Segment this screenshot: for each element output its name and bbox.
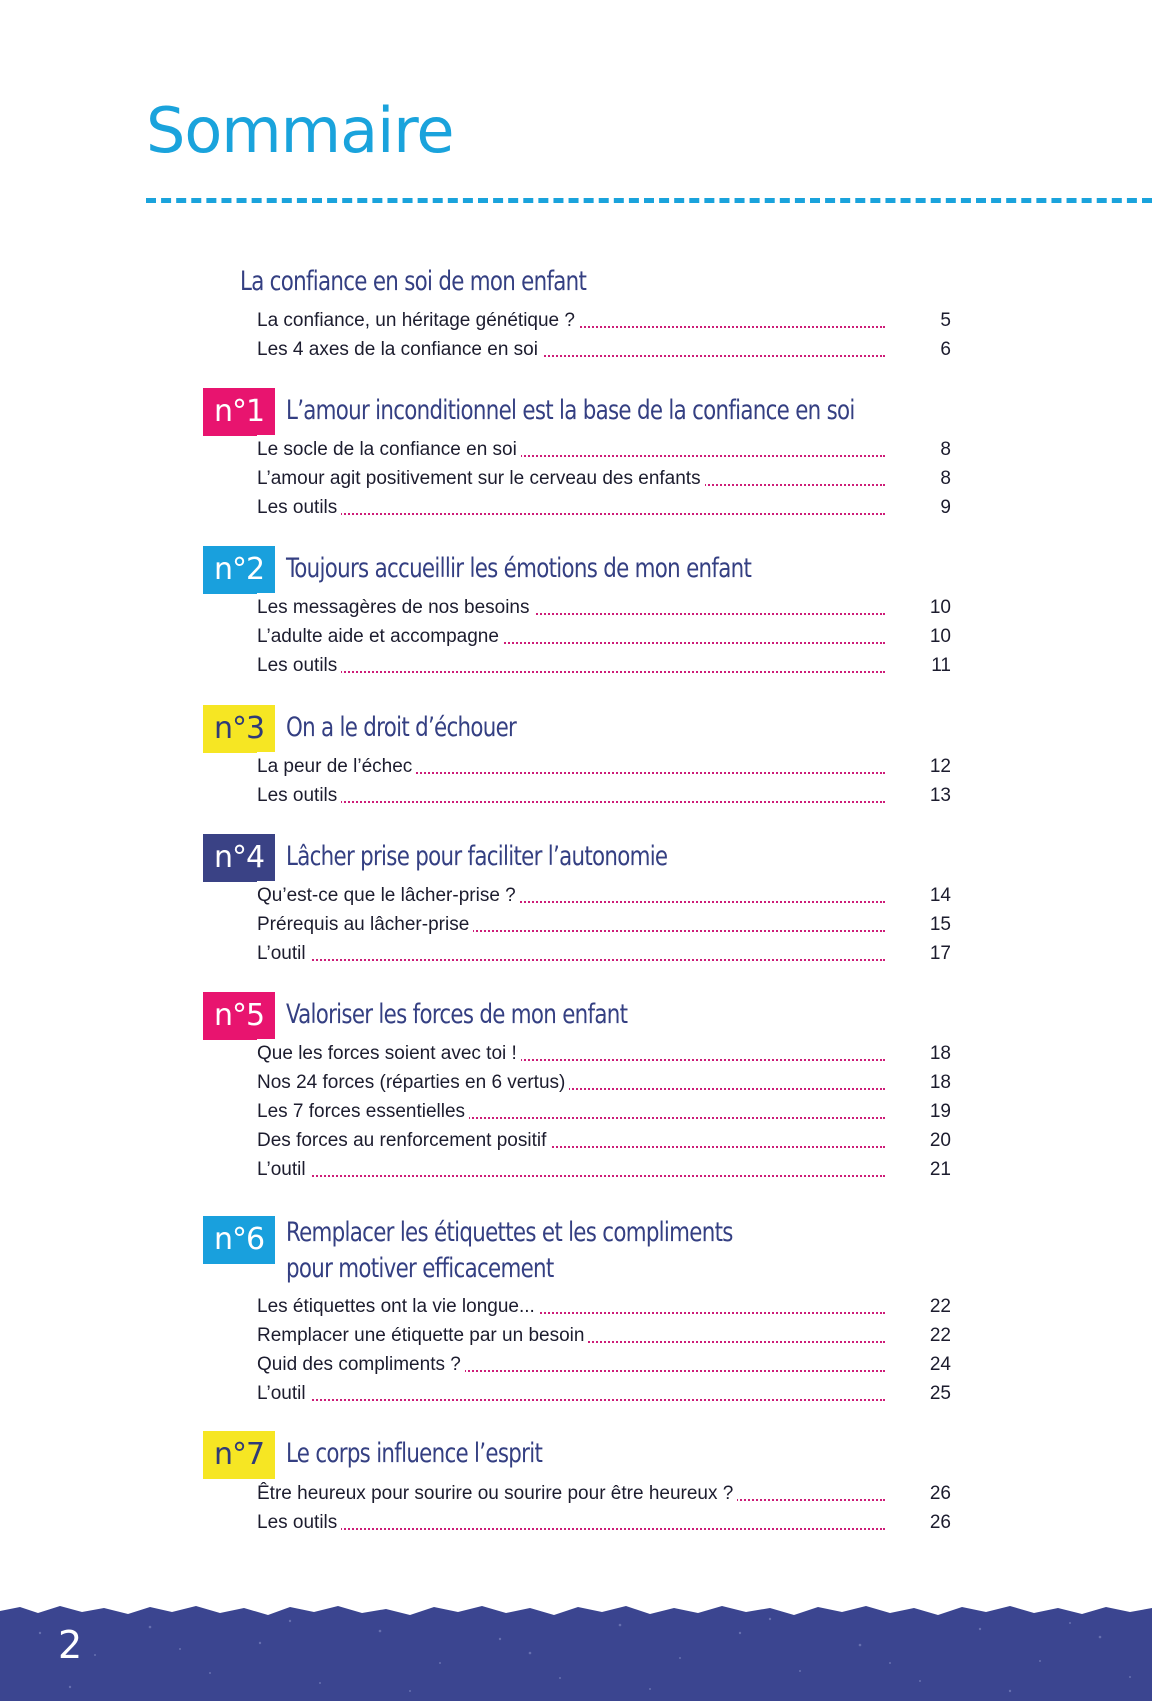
footer-band — [0, 1603, 1152, 1701]
page-number: 2 — [58, 1623, 83, 1667]
section-title-line2: pour motiver efficacement — [286, 1253, 554, 1284]
section-title: On a le droit d’échouer — [286, 712, 517, 743]
entry-page: 5 — [940, 310, 951, 331]
entry-page: 10 — [929, 626, 951, 647]
toc-entry[interactable] — [257, 1508, 951, 1537]
section-title: La confiance en soi de mon enfant — [240, 266, 587, 297]
entry-label: Les 4 axes de la confiance en soi — [257, 335, 542, 364]
entry-label: Être heureux pour sourire ou sourire pour être heureux ? — [257, 1479, 737, 1508]
entry-label: Remplacer une étiquette par un besoin — [257, 1321, 588, 1350]
toc-entry[interactable] — [257, 1292, 951, 1321]
textured-footer-graphic — [0, 1603, 1152, 1701]
dot-leader — [257, 1399, 885, 1401]
toc-entry[interactable] — [257, 1379, 951, 1408]
entry-page: 12 — [929, 756, 951, 777]
entry-page: 25 — [929, 1383, 951, 1404]
entry-label: L’outil — [257, 939, 310, 968]
dot-leader — [257, 671, 885, 673]
entry-page: 26 — [929, 1483, 951, 1504]
section-badge: n°5 — [203, 992, 275, 1040]
entry-label: Quid des compliments ? — [257, 1350, 465, 1379]
section-badge: n°2 — [203, 546, 275, 594]
entry-page: 8 — [940, 439, 951, 460]
entry-label: L’adulte aide et accompagne — [257, 622, 503, 651]
toc-entry[interactable] — [257, 881, 951, 910]
entry-page: 18 — [929, 1072, 951, 1093]
section-badge: n°3 — [203, 705, 275, 753]
entry-page: 20 — [929, 1130, 951, 1151]
entry-page: 15 — [929, 914, 951, 935]
toc-entry[interactable] — [257, 306, 951, 335]
entry-page: 14 — [929, 885, 951, 906]
dot-leader — [257, 513, 885, 515]
section-title: Valoriser les forces de mon enfant — [286, 999, 628, 1030]
entry-page: 22 — [929, 1296, 951, 1317]
dot-leader — [257, 1528, 885, 1530]
toc-entry[interactable] — [257, 1155, 951, 1184]
entry-page: 19 — [929, 1101, 951, 1122]
section-title: Le corps influence l’esprit — [286, 1438, 543, 1469]
entry-page: 18 — [929, 1043, 951, 1064]
entry-label: Qu’est-ce que le lâcher-prise ? — [257, 881, 520, 910]
dot-leader — [257, 959, 885, 961]
toc-entry[interactable] — [257, 593, 951, 622]
entry-label: Les 7 forces essentielles — [257, 1097, 469, 1126]
entry-page: 6 — [940, 339, 951, 360]
entry-page: 13 — [929, 785, 951, 806]
toc-entry[interactable] — [257, 1068, 951, 1097]
toc-entry[interactable] — [257, 1126, 951, 1155]
section-title: L’amour inconditionnel est la base de la confiance en soi — [286, 395, 855, 426]
toc-entry[interactable] — [257, 1039, 951, 1068]
toc-entry[interactable] — [257, 1350, 951, 1379]
entry-label: Les outils — [257, 493, 341, 522]
toc-entry[interactable] — [257, 1479, 951, 1508]
entry-page: 11 — [931, 655, 951, 676]
entry-page: 9 — [940, 497, 951, 518]
entry-page: 24 — [929, 1354, 951, 1375]
entry-page: 22 — [929, 1325, 951, 1346]
entry-label: Les outils — [257, 781, 341, 810]
entry-label: Prérequis au lâcher-prise — [257, 910, 473, 939]
section-badge: n°7 — [203, 1431, 275, 1479]
section-title: Lâcher prise pour faciliter l’autonomie — [286, 841, 668, 872]
toc-entry[interactable] — [257, 1321, 951, 1350]
toc-entry[interactable] — [257, 910, 951, 939]
entry-label: L’outil — [257, 1379, 310, 1408]
toc-entry[interactable] — [257, 1097, 951, 1126]
entry-page: 8 — [940, 468, 951, 489]
entry-label: Les messagères de nos besoins — [257, 593, 534, 622]
toc-entry[interactable] — [257, 752, 951, 781]
entry-page: 21 — [929, 1159, 951, 1180]
entry-page: 17 — [929, 943, 951, 964]
toc-entry[interactable] — [257, 493, 951, 522]
entry-page: 10 — [929, 597, 951, 618]
toc-entry[interactable] — [257, 335, 951, 364]
toc-entry[interactable] — [257, 435, 951, 464]
entry-label: Les étiquettes ont la vie longue... — [257, 1292, 539, 1321]
section-title: Remplacer les étiquettes et les compliments — [286, 1217, 733, 1248]
entry-label: Que les forces soient avec toi ! — [257, 1039, 521, 1068]
toc-entry[interactable] — [257, 622, 951, 651]
entry-label: La confiance, un héritage génétique ? — [257, 306, 579, 335]
entry-label: Le socle de la confiance en soi — [257, 435, 521, 464]
section-badge: n°4 — [203, 834, 275, 882]
toc-entry[interactable] — [257, 651, 951, 680]
entry-label: Les outils — [257, 1508, 341, 1537]
entry-label: Les outils — [257, 651, 341, 680]
entry-label: La peur de l’échec — [257, 752, 416, 781]
toc-entry[interactable] — [257, 939, 951, 968]
page-title: Sommaire — [146, 94, 454, 167]
entry-label: Des forces au renforcement positif — [257, 1126, 550, 1155]
toc-entry[interactable] — [257, 464, 951, 493]
section-badge: n°6 — [203, 1216, 275, 1264]
entry-page: 26 — [929, 1512, 951, 1533]
entry-label: L’outil — [257, 1155, 310, 1184]
dot-leader — [257, 801, 885, 803]
dot-leader — [257, 1175, 885, 1177]
entry-label: L’amour agit positivement sur le cerveau des enfants — [257, 464, 705, 493]
section-title: Toujours accueillir les émotions de mon enfant — [286, 553, 752, 584]
toc-entry[interactable] — [257, 781, 951, 810]
entry-label: Nos 24 forces (réparties en 6 vertus) — [257, 1068, 569, 1097]
section-badge: n°1 — [203, 388, 275, 436]
